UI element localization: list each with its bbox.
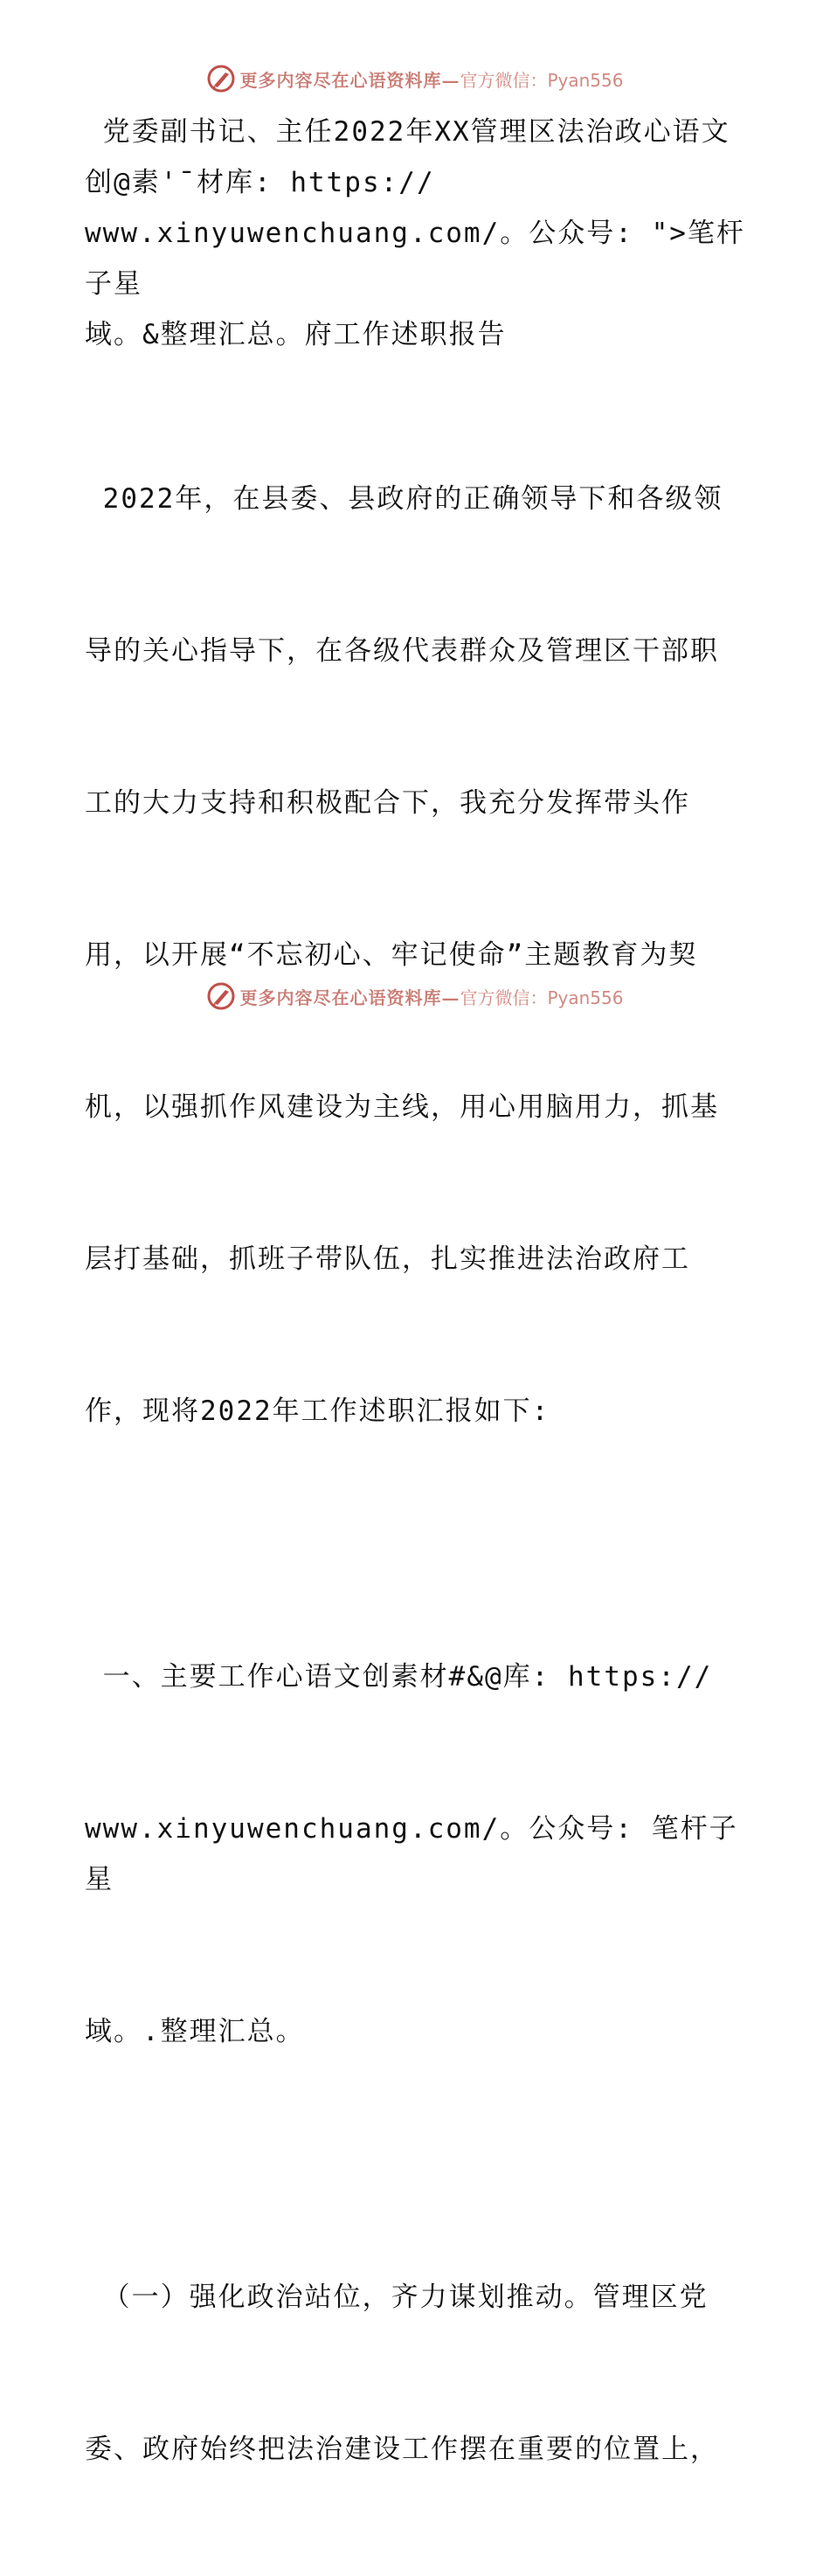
header-banner-contact: 官方微信：Pyan556 xyxy=(460,69,624,91)
pen-logo-icon xyxy=(206,981,236,1011)
header-banner-text: 更多内容尽在心语资料库— xyxy=(239,69,460,91)
text-line: 域。.整理汇总。 xyxy=(85,2016,305,2047)
text-line: 导的关心指导下，在各级代表群众及管理区干部职 xyxy=(85,635,719,667)
text-line: 域。&整理汇总。府工作述职报告 xyxy=(85,319,507,350)
text-line: 用，以开展“不忘初心、牢记使命”主题教育为契 xyxy=(85,939,698,971)
text-line: 层打基础，抓班子带队伍，扎实推进法治政府工 xyxy=(85,1243,690,1275)
text-line: 创@素'¯材库: https:// xyxy=(85,167,435,198)
text-line: 工的大力支持和积极配合下，我充分发挥带头作 xyxy=(85,787,690,819)
footer-banner xyxy=(0,979,830,1014)
text-line: 党委副书记、主任2022年XX管理区法治政心语文 xyxy=(85,116,730,148)
header-banner xyxy=(0,61,830,96)
pen-logo-icon xyxy=(206,64,236,93)
text-line: www.xinyuwenchuang.com/。公众号: 笔杆子星 xyxy=(85,1813,738,1895)
section-heading xyxy=(85,1550,749,2158)
intro-paragraph xyxy=(85,372,749,1538)
text-line: www.xinyuwenchuang.com/。公众号: ">笔杆子星 xyxy=(85,218,745,300)
text-line: 一、主要工作心语文创素材#&@库: https:// xyxy=(85,1661,713,1693)
document-body xyxy=(85,107,749,2576)
text-line: （一）强化政治站位，齐力谋划推动。管理区党 xyxy=(85,2282,709,2313)
subsection-paragraph xyxy=(85,2171,749,2576)
text-line: 作，现将2022年工作述职汇报如下: xyxy=(85,1395,550,1427)
document-title xyxy=(85,107,749,360)
text-line: 委、政府始终把法治建设工作摆在重要的位置上， xyxy=(85,2434,719,2465)
footer-banner-text: 更多内容尽在心语资料库— xyxy=(239,987,460,1008)
text-line: 2022年，在县委、县政府的正确领导下和各级领 xyxy=(85,483,723,515)
footer-banner-contact: 官方微信：Pyan556 xyxy=(460,987,624,1008)
text-line: 机，以强抓作风建设为主线，用心用脑用力，抓基 xyxy=(85,1091,719,1123)
